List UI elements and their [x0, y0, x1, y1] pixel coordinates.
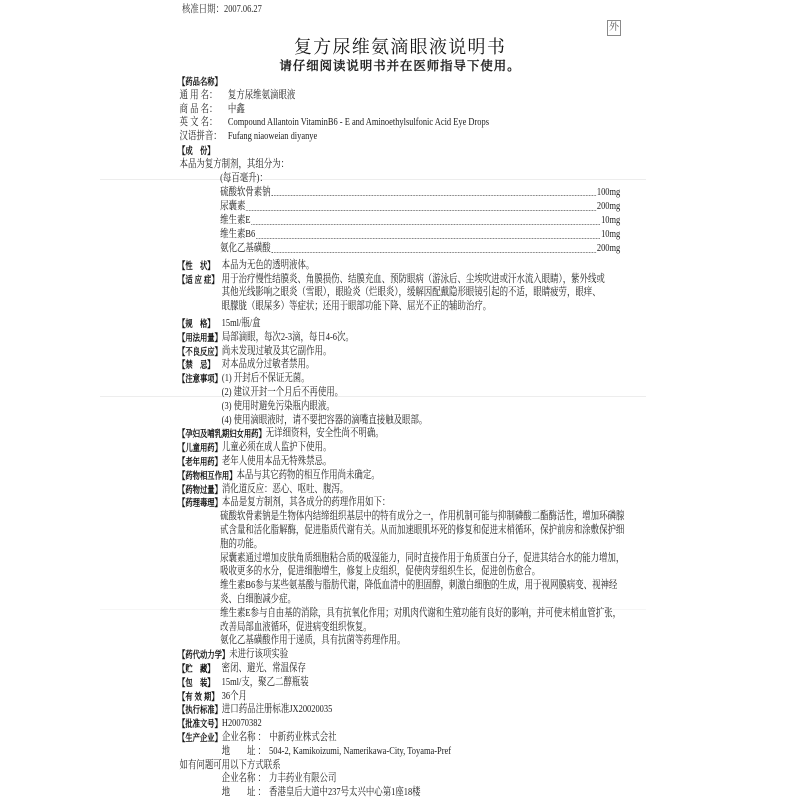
section-approval-number [178, 717, 625, 731]
ingredient-row [178, 214, 625, 228]
dotted-leader [251, 224, 600, 225]
section-overdose [178, 483, 625, 497]
section-label: 【贮 藏】 [178, 662, 215, 674]
ingredient-amount: 100mg [596, 185, 621, 198]
contact-intro: 如有问题可用以下方式联系 [179, 758, 281, 771]
section-text: 老年人使用本品无特殊禁忌。 [221, 455, 332, 467]
pharmacology-paragraph: 维生素B6参与某些氨基酸与脂肪代谢，降低血清中的胆固醇，刺激白细胞的生成，用于视网膜病变、视神经炎、白细胞减少症。 [220, 579, 618, 605]
section-pharmacokinetics [178, 648, 625, 662]
ingredient-amount: 200mg [596, 199, 621, 212]
ingredient-name: 硫酸软骨素钠 [220, 185, 271, 198]
ingredient-row [178, 200, 625, 214]
section-shelf-life [178, 690, 625, 704]
section-contraindications [178, 358, 625, 372]
section-label: 【药代动力学】 [178, 649, 230, 661]
section-text: 用于治疗慢性结膜炎、角膜损伤、结膜充血、预防眼病（游泳后、尘埃吹进或汗水流入眼睛），紫外线或其他光线影响之眼炎（雪眼），眼睑炎（烂眼炎），缓解因配戴隐形眼镜引起的不适，眼睛疲劳，眼痒、眼朦胧（眼屎多）等症状；还用于眼部功能下降、屈光不正的辅助治疗。 [221, 272, 605, 313]
section-label: 【性 状】 [178, 259, 215, 271]
precaution-item: (1) 开封后不保证无菌。 [221, 372, 310, 385]
section-label: 【药品名称】 [178, 76, 222, 87]
field-value: 中鑫 [227, 102, 245, 115]
section-pharmacology [178, 496, 625, 510]
section-text: 儿童必须在成人监护下使用。 [221, 441, 332, 454]
section-label: 【用法用量】 [178, 331, 222, 343]
precaution-row [178, 386, 625, 400]
section-manufacturer [178, 731, 625, 745]
field-label: 英 文 名： [179, 116, 218, 129]
field-pinyin-name [178, 130, 625, 144]
approval-date-label: 核准日期： [182, 4, 224, 15]
section-adverse-reactions [178, 345, 625, 359]
ingredient-row [178, 242, 625, 256]
dotted-leader [256, 238, 600, 239]
dotted-leader [271, 252, 596, 253]
precaution-item: (2) 建议开封一个月后不再使用。 [221, 386, 344, 399]
section-text: H20070382 [221, 717, 262, 730]
section-geriatric [178, 455, 625, 469]
section-interactions [178, 469, 625, 483]
ingredient-row [178, 186, 625, 200]
pharmacology-paragraph: 硫酸软骨素钠是生物体内结缔组织基层中的特有成分之一，作用机制可能与抑制磷酸二酯酶活性，增加环磷腺甙含量和活化脂解酶，促进脂质代谢有关。从而加速眼肌坏死的修复和促进末梢循环，保护前房和涂敷保护细胞的功能。 [220, 510, 625, 550]
section-label: 【孕妇及哺乳期妇女用药】 [178, 428, 266, 440]
leaflet-body [178, 75, 625, 800]
dotted-leader [246, 210, 596, 211]
contact-address-label: 地 址 ： [221, 786, 266, 799]
section-pregnancy [178, 427, 625, 441]
document-title: 复方尿维氨滴眼液说明书 [293, 37, 507, 57]
precaution-item: (4) 使用滴眼液时，请不要把容器的滴嘴直接触及眼部。 [221, 413, 428, 426]
section-label: 【成 份】 [178, 144, 215, 156]
section-label: 【适 应 症】 [178, 273, 219, 285]
field-generic-name [178, 89, 625, 103]
ingredient-name: 氨化乙基磺酸 [220, 242, 271, 255]
section-composition [178, 144, 625, 158]
pharmacology-paragraph: 氨化乙基磺酸作用于递质，具有抗菌等药理作用。 [220, 634, 406, 647]
manufacturer-name: 中新药业株式会社 [269, 730, 337, 743]
field-value: 复方尿维氨滴眼液 [227, 88, 296, 101]
section-label: 【老年用药】 [178, 456, 222, 467]
contact-intro-row [178, 759, 625, 773]
section-pediatric [178, 441, 625, 455]
composition-unit-text: (每百毫升)： [220, 171, 268, 184]
section-label: 【执行标准】 [178, 704, 222, 716]
manufacturer-address-row [178, 745, 625, 759]
ingredient-amount: 10mg [601, 227, 621, 240]
section-text: 本品与其它药物的相互作用尚未确定。 [236, 468, 380, 481]
section-text: 15ml/支，聚乙二醇瓶装 [221, 675, 309, 688]
section-specification [178, 317, 625, 331]
section-text: 未进行该项实验 [229, 648, 289, 661]
composition-unit [178, 172, 625, 186]
precaution-item: (3) 使用时避免污染瓶内眼液。 [221, 399, 335, 412]
field-value: Fufang niaoweian diyanye [227, 130, 318, 143]
section-label: 【注意事项】 [178, 373, 222, 385]
section-text: 15ml/瓶/盒 [221, 317, 261, 330]
section-text: 对本品成分过敏者禁用。 [221, 358, 315, 371]
section-drug-name [178, 75, 625, 89]
section-text: 尚未发现过敏及其它副作用。 [221, 344, 332, 357]
section-label: 【儿童用药】 [178, 442, 222, 454]
field-label: 汉语拼音： [179, 130, 222, 143]
section-label: 【有 效 期】 [178, 690, 219, 702]
manufacturer-name-label: 企业名称 ： [221, 730, 267, 743]
section-text: 进口药品注册标准JX20020035 [221, 703, 333, 716]
field-trade-name [178, 103, 625, 117]
approval-date-value: 2007.06.27 [224, 4, 262, 15]
manufacturer-address: 504-2, Kamikoizumi, Namerikawa-City, Toyama-Pref [269, 744, 452, 757]
section-text: 密闭、避光、常温保存 [221, 661, 306, 674]
contact-address: 香港皇后大道中237号太兴中心第1座18楼 [269, 786, 421, 799]
document-subtitle: 请仔细阅读说明书并在医师指导下使用。 [279, 59, 521, 73]
otc-external-use-mark: 外 [607, 20, 621, 36]
section-dosage [178, 331, 625, 345]
manufacturer-address-label: 地 址 ： [221, 744, 266, 757]
contact-company-name: 力丰药业有限公司 [269, 772, 337, 785]
section-standard [178, 703, 625, 717]
ingredient-name: 维生素B6 [220, 227, 256, 240]
section-package [178, 676, 625, 690]
pharmacology-paragraph: 维生素E参与自由基的消除，具有抗氧化作用；对肌肉代谢和生殖功能有良好的影响，并可使末梢血管扩张，改善局部血液循环，促进病变组织恢复。 [220, 606, 622, 633]
ingredient-row [178, 228, 625, 242]
field-value: Compound Allantoin VitaminB6 - E and Aminoethylsulfonic Acid Eye Drops [227, 116, 490, 129]
section-text: 本品是复方制剂，其各成分的药理作用如下： [221, 496, 391, 509]
section-label: 【生产企业】 [178, 731, 222, 743]
approval-date [182, 4, 262, 16]
section-label: 【药理毒理】 [178, 497, 222, 509]
section-text: 局部滴眼，每次2-3滴，每日4-6次。 [221, 330, 354, 343]
contact-address-row [178, 786, 625, 800]
section-label: 【不良反应】 [178, 345, 222, 357]
contact-name-label: 企业名称 ： [221, 772, 266, 785]
section-text: 本品为无色的透明液体。 [221, 258, 315, 271]
ingredient-amount: 10mg [601, 213, 621, 226]
field-english-name [178, 116, 625, 130]
section-text: 36个月 [221, 689, 247, 702]
ingredient-name: 维生素E [220, 213, 251, 226]
ingredient-amount: 200mg [596, 242, 621, 255]
section-text: 无详细资料，安全性尚不明确。 [265, 427, 384, 440]
section-label: 【批准文号】 [178, 718, 222, 730]
section-label: 【规 格】 [178, 318, 215, 330]
section-label: 【包 装】 [178, 676, 215, 688]
section-storage [178, 662, 625, 676]
section-label: 【药物相互作用】 [178, 469, 237, 481]
pharmacology-paragraph: 尿囊素通过增加皮肤角质细胞粘合质的吸湿能力，同时直接作用于角质蛋白分子，促进其结合水的能力增加，吸收更多的水分，促进细胞增生，修复上皮组织，促使肉芽组织生长，促进创伤愈合。 [220, 551, 625, 578]
section-text: 消化道反应：恶心、呕吐、腹泻。 [221, 482, 349, 495]
field-label: 通 用 名： [179, 88, 218, 101]
section-label: 【药物过量】 [178, 483, 222, 495]
composition-intro [178, 158, 625, 172]
composition-intro-text: 本品为复方制剂，其组分为： [179, 157, 290, 170]
field-label: 商 品 名： [179, 102, 218, 115]
precaution-row [178, 414, 625, 428]
contact-name-row [178, 772, 625, 786]
precaution-row [178, 400, 625, 414]
section-properties [178, 259, 625, 273]
ingredient-name: 尿囊素 [220, 199, 246, 212]
section-indications [178, 273, 625, 314]
section-label: 【禁 忌】 [178, 359, 215, 371]
dotted-leader [271, 195, 596, 196]
section-precautions [178, 372, 625, 386]
